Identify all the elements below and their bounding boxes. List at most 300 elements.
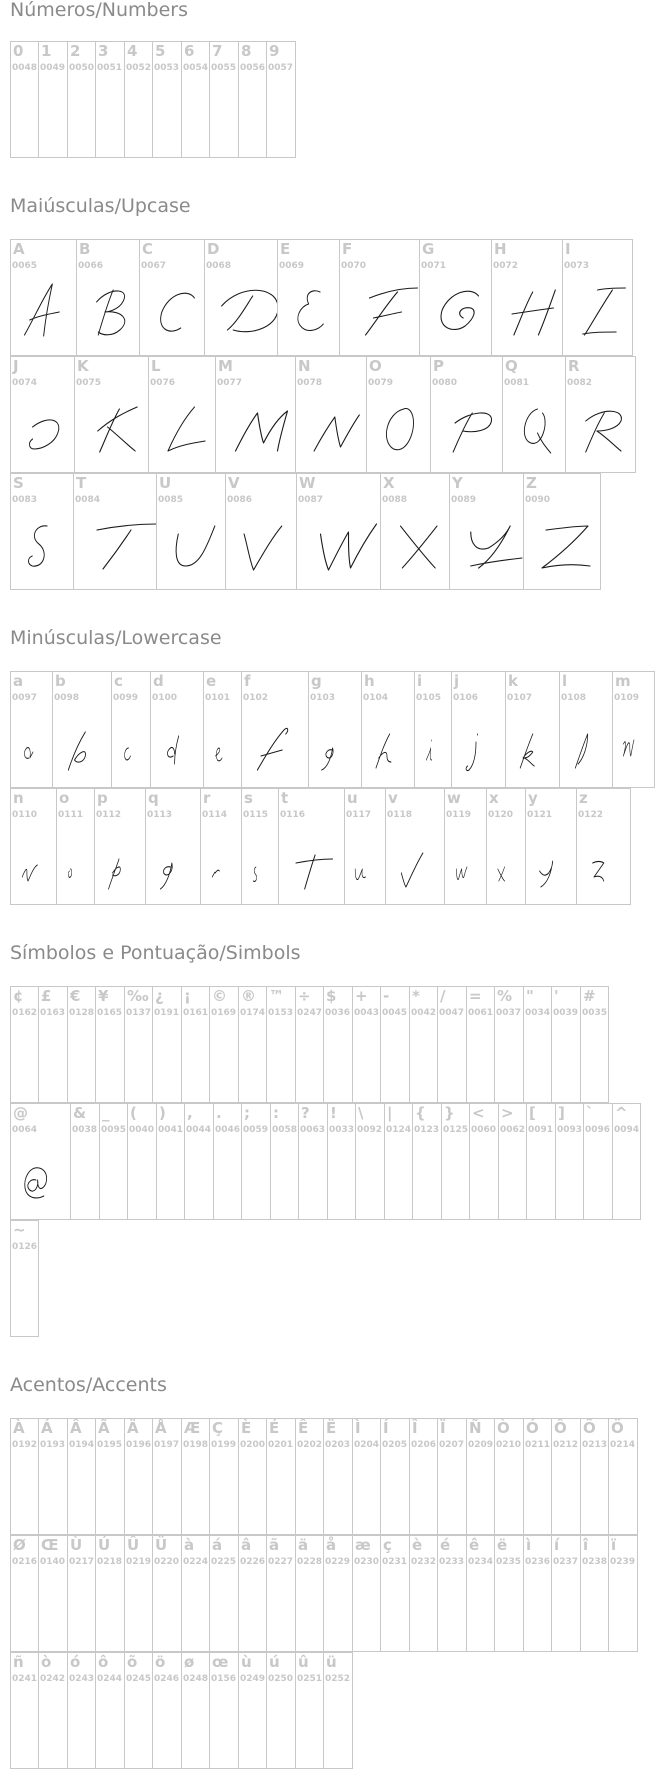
glyph-sample (151, 672, 204, 788)
glyph-cell (38, 1652, 68, 1769)
glyph-code-label: 0156 (211, 1674, 237, 1684)
glyph-code-label: 0081 (504, 378, 530, 388)
glyph-char-label: £ (41, 987, 52, 1005)
glyph-char-label: < (472, 1104, 485, 1122)
glyph-char-label: Ö (611, 1419, 624, 1437)
glyph-char-label: Ü (155, 1536, 168, 1554)
glyph-char-label: ÷ (298, 987, 311, 1005)
glyph-cell (469, 1103, 499, 1220)
glyph-cell (323, 1418, 353, 1535)
glyph-code-label: 0065 (12, 261, 38, 271)
glyph-char-label: h (364, 672, 375, 690)
glyph-code-label: 0111 (58, 810, 84, 820)
glyph-code-label: 0035 (582, 1008, 608, 1018)
glyph-char-label: A (13, 240, 25, 258)
glyph-cell (612, 671, 655, 788)
glyph-char-label: P (433, 357, 444, 375)
glyph-cell (352, 1535, 381, 1652)
glyph-cell (238, 1418, 267, 1535)
glyph-cell (150, 671, 204, 788)
glyph-code-label: 0220 (154, 1557, 180, 1567)
glyph-code-label: 0091 (528, 1125, 554, 1135)
glyph-char-label: ) (159, 1104, 166, 1122)
glyph-char-label: Œ (41, 1536, 59, 1554)
glyph-sample (345, 789, 386, 905)
glyph-code-label: 0072 (493, 261, 519, 271)
glyph-row (10, 356, 636, 473)
glyph-char-label: û (298, 1653, 309, 1671)
glyph-code-label: 0114 (202, 810, 228, 820)
glyph-char-label: ‰ (127, 987, 149, 1005)
glyph-cell (94, 788, 146, 905)
glyph-code-label: 0036 (325, 1008, 351, 1018)
glyph-cell (10, 1652, 39, 1769)
glyph-sample (340, 240, 420, 356)
glyph-char-label: 8 (241, 42, 252, 60)
glyph-char-label: ï (611, 1536, 617, 1554)
glyph-cell (361, 671, 415, 788)
glyph-char-label: ô (98, 1653, 109, 1671)
glyph-row (10, 1652, 353, 1769)
glyph-sample (452, 672, 506, 788)
glyph-code-label: 0041 (158, 1125, 184, 1135)
glyph-code-label: 0104 (363, 693, 389, 703)
glyph-code-label: 0233 (439, 1557, 465, 1567)
glyph-char-label: R (568, 357, 580, 375)
glyph-sample (11, 672, 53, 788)
glyph-cell (523, 473, 601, 590)
glyph-cell (238, 1535, 267, 1652)
glyph-cell (67, 1535, 96, 1652)
glyph-cell (209, 986, 239, 1103)
glyph-cell (238, 41, 267, 158)
glyph-cell (152, 1652, 182, 1769)
glyph-code-label: 0245 (126, 1674, 152, 1684)
glyph-char-label: , (187, 1104, 193, 1122)
glyph-code-label: 0075 (76, 378, 102, 388)
glyph-code-label: 0118 (387, 810, 413, 820)
glyph-code-label: 0038 (72, 1125, 98, 1135)
glyph-char-label: H (494, 240, 507, 258)
glyph-code-label: 0235 (496, 1557, 522, 1567)
glyph-cell (526, 1103, 556, 1220)
glyph-code-label: 0033 (329, 1125, 355, 1135)
glyph-cell (295, 1535, 324, 1652)
glyph-char-label: Ï (440, 1419, 446, 1437)
glyph-char-label: å (326, 1536, 337, 1554)
glyph-cell (181, 986, 210, 1103)
glyph-char-label: Ä (127, 1419, 139, 1437)
glyph-code-label: 0109 (614, 693, 640, 703)
glyph-char-label: O (369, 357, 382, 375)
glyph-cell (10, 1418, 39, 1535)
glyph-cell (466, 1535, 495, 1652)
glyph-char-label: w (447, 789, 461, 807)
glyph-cell (152, 986, 182, 1103)
glyph-char-label: u (347, 789, 358, 807)
glyph-code-label: 0090 (525, 495, 551, 505)
glyph-sample (11, 789, 57, 905)
glyph-code-label: 0049 (40, 63, 66, 73)
glyph-cell (124, 1418, 153, 1535)
glyph-char-label: Å (155, 1419, 167, 1437)
glyph-code-label: 0056 (240, 63, 266, 73)
glyph-cell (366, 356, 431, 473)
glyph-code-label: 0238 (582, 1557, 608, 1567)
glyph-row (10, 1535, 638, 1652)
glyph-sample (149, 357, 216, 473)
glyph-cell (127, 1103, 157, 1220)
glyph-code-label: 0064 (12, 1125, 38, 1135)
glyph-code-label: 0086 (227, 495, 253, 505)
glyph-cell (559, 671, 613, 788)
glyph-cell (580, 1535, 609, 1652)
glyph-char-label: Ë (326, 1419, 337, 1437)
glyph-cell (73, 473, 157, 590)
glyph-char-label: v (388, 789, 398, 807)
glyph-code-label: 0099 (113, 693, 139, 703)
glyph-sample (57, 789, 95, 905)
glyph-cell (277, 239, 340, 356)
glyph-sample (279, 789, 345, 905)
glyph-char-label: \ (358, 1104, 364, 1122)
glyph-char-label: Ç (212, 1419, 224, 1437)
glyph-code-label: 0117 (346, 810, 372, 820)
glyph-code-label: 0087 (298, 495, 324, 505)
glyph-code-label: 0194 (69, 1440, 95, 1450)
glyph-code-label: 0218 (97, 1557, 123, 1567)
glyph-char-label: J (13, 357, 19, 375)
glyph-char-label: Ô (554, 1419, 567, 1437)
glyph-code-label: 0082 (567, 378, 593, 388)
glyph-char-label: ¢ (13, 987, 24, 1005)
glyph-char-label: à (184, 1536, 195, 1554)
glyph-code-label: 0211 (525, 1440, 551, 1450)
glyph-char-label: M (218, 357, 233, 375)
glyph-cell (437, 1418, 467, 1535)
glyph-code-label: 0203 (325, 1440, 351, 1450)
glyph-char-label: " (526, 987, 534, 1005)
glyph-code-label: 0128 (69, 1008, 95, 1018)
glyph-char-label: Ó (526, 1419, 539, 1437)
glyph-sample (506, 672, 560, 788)
glyph-code-label: 0069 (279, 261, 305, 271)
glyph-sample (11, 474, 74, 590)
glyph-char-label: j (454, 672, 460, 690)
glyph-code-label: 0108 (561, 693, 587, 703)
glyph-char-label: Û (127, 1536, 140, 1554)
glyph-char-label: + (355, 987, 368, 1005)
glyph-char-label: a (13, 672, 24, 690)
glyph-cell (352, 1418, 381, 1535)
glyph-code-label: 0101 (205, 693, 231, 703)
glyph-code-label: 0228 (297, 1557, 323, 1567)
glyph-code-label: 0123 (414, 1125, 440, 1135)
glyph-cell (215, 356, 296, 473)
glyph-char-label: ' (554, 987, 559, 1005)
glyph-cell (124, 986, 153, 1103)
glyph-cell (385, 788, 445, 905)
glyph-cell (352, 986, 381, 1103)
glyph-code-label: 0204 (354, 1440, 380, 1450)
glyph-cell (486, 788, 526, 905)
glyph-char-label: 6 (184, 42, 195, 60)
glyph-char-label: I (565, 240, 571, 258)
glyph-cell (139, 239, 205, 356)
glyph-cell (38, 1535, 68, 1652)
glyph-char-label: ø (184, 1653, 195, 1671)
glyph-code-label: 0097 (12, 693, 38, 703)
glyph-code-label: 0037 (496, 1008, 522, 1018)
glyph-cell (580, 1418, 609, 1535)
glyph-code-label: 0212 (553, 1440, 579, 1450)
glyph-code-label: 0106 (453, 693, 479, 703)
glyph-cell (99, 1103, 128, 1220)
glyph-char-label: i (417, 672, 423, 690)
glyph-sample (524, 474, 601, 590)
glyph-code-label: 0216 (12, 1557, 38, 1567)
glyph-cell (181, 1418, 210, 1535)
glyph-char-label: 0 (13, 42, 24, 60)
glyph-code-label: 0063 (300, 1125, 326, 1135)
glyph-char-label: V (228, 474, 240, 492)
glyph-cell (152, 41, 182, 158)
glyph-char-label: ? (301, 1104, 310, 1122)
glyph-cell (491, 239, 563, 356)
glyph-cell (74, 356, 149, 473)
glyph-cell (67, 1418, 96, 1535)
glyph-cell (95, 41, 125, 158)
glyph-cell (323, 986, 353, 1103)
glyph-sample (566, 357, 636, 473)
glyph-char-label: Â (70, 1419, 82, 1437)
glyph-sample (503, 357, 566, 473)
glyph-code-label: 0236 (525, 1557, 551, 1567)
glyph-code-label: 0122 (578, 810, 604, 820)
glyph-char-label: d (153, 672, 164, 690)
glyph-row (10, 986, 609, 1103)
glyph-cell (181, 1535, 210, 1652)
glyph-char-label: y (528, 789, 538, 807)
glyph-cell (270, 1103, 299, 1220)
glyph-code-label: 0054 (183, 63, 209, 73)
glyph-code-label: 0058 (272, 1125, 298, 1135)
glyph-code-label: 0110 (12, 810, 38, 820)
glyph-sample (415, 672, 452, 788)
glyph-cell (241, 671, 309, 788)
glyph-char-label: è (412, 1536, 423, 1554)
glyph-char-label: ò (41, 1653, 52, 1671)
glyph-code-label: 0089 (451, 495, 477, 505)
section-title-symbols: Símbolos e Pontuação/Simbols (10, 942, 301, 964)
glyph-cell (124, 1535, 153, 1652)
glyph-cell (152, 1418, 182, 1535)
glyph-cell (38, 1418, 68, 1535)
glyph-char-label: À (13, 1419, 25, 1437)
glyph-char-label: ! (330, 1104, 337, 1122)
glyph-char-label: L (151, 357, 161, 375)
glyph-code-label: 0198 (183, 1440, 209, 1450)
glyph-cell (430, 356, 503, 473)
glyph-code-label: 0048 (12, 63, 38, 73)
glyph-cell (551, 1418, 581, 1535)
glyph-cell (124, 41, 153, 158)
glyph-char-label: % (497, 987, 513, 1005)
glyph-cell (67, 41, 96, 158)
glyph-char-label: î (583, 1536, 589, 1554)
glyph-code-label: 0073 (564, 261, 590, 271)
glyph-cell (555, 1103, 584, 1220)
glyph-char-label: ã (269, 1536, 280, 1554)
glyph-char-label: t (281, 789, 289, 807)
glyph-cell (10, 788, 57, 905)
glyph-code-label: 0174 (240, 1008, 266, 1018)
glyph-char-label: E (280, 240, 291, 258)
glyph-code-label: 0067 (141, 261, 167, 271)
glyph-cell (494, 1535, 524, 1652)
glyph-code-label: 0199 (211, 1440, 237, 1450)
glyph-cell (67, 986, 96, 1103)
glyph-char-label: f (244, 672, 251, 690)
glyph-cell (38, 986, 68, 1103)
glyph-row (10, 788, 631, 905)
glyph-char-label: © (212, 987, 227, 1005)
glyph-code-label: 0092 (357, 1125, 383, 1135)
glyph-cell (200, 788, 242, 905)
glyph-cell (241, 1103, 271, 1220)
glyph-code-label: 0085 (158, 495, 184, 505)
glyph-sample (297, 474, 381, 590)
glyph-cell (10, 671, 53, 788)
glyph-char-label: ä (298, 1536, 309, 1554)
glyph-sample (445, 789, 487, 905)
glyph-cell (437, 986, 467, 1103)
glyph-code-label: 0210 (496, 1440, 522, 1450)
glyph-char-label: m (615, 672, 631, 690)
glyph-code-label: 0045 (382, 1008, 408, 1018)
glyph-code-label: 0169 (211, 1008, 237, 1018)
glyph-code-label: 0219 (126, 1557, 152, 1567)
glyph-cell (308, 671, 362, 788)
glyph-char-label: F (342, 240, 353, 258)
glyph-code-label: 0095 (101, 1125, 127, 1135)
glyph-cell (502, 356, 566, 473)
glyph-row (10, 41, 296, 158)
glyph-code-label: 0098 (54, 693, 80, 703)
glyph-cell (525, 788, 577, 905)
glyph-code-label: 0124 (386, 1125, 412, 1135)
glyph-cell (380, 1418, 410, 1535)
glyph-code-label: 0076 (150, 378, 176, 388)
glyph-char-label: ¿ (155, 987, 164, 1005)
glyph-code-label: 0230 (354, 1557, 380, 1567)
glyph-cell (148, 356, 216, 473)
glyph-code-label: 0053 (154, 63, 180, 73)
glyph-code-label: 0119 (446, 810, 472, 820)
glyph-cell (494, 1418, 524, 1535)
glyph-code-label: 0200 (240, 1440, 266, 1450)
glyph-cell (409, 986, 438, 1103)
glyph-code-label: 0239 (610, 1557, 636, 1567)
glyph-sample (216, 357, 296, 473)
glyph-cell (181, 41, 210, 158)
glyph-code-label: 0226 (240, 1557, 266, 1567)
glyph-cell (209, 1418, 239, 1535)
glyph-char-label: Ò (497, 1419, 510, 1437)
glyph-code-label: 0070 (341, 261, 367, 271)
glyph-cell (562, 239, 633, 356)
glyph-cell (209, 1652, 239, 1769)
glyph-cell (10, 1220, 39, 1337)
glyph-code-label: 0040 (129, 1125, 155, 1135)
glyph-char-label: ~ (13, 1221, 26, 1239)
glyph-char-label: N (298, 357, 311, 375)
glyph-cell (576, 788, 631, 905)
glyph-code-label: 0205 (382, 1440, 408, 1450)
glyph-code-label: 0229 (325, 1557, 351, 1567)
glyph-char-label: . (216, 1104, 222, 1122)
glyph-sample (205, 240, 278, 356)
glyph-char-label: ` (586, 1104, 594, 1122)
glyph-char-label: ú (269, 1653, 280, 1671)
glyph-char-label: Ø (13, 1536, 26, 1554)
glyph-cell (204, 239, 278, 356)
glyph-code-label: 0209 (468, 1440, 494, 1450)
glyph-code-label: 0060 (471, 1125, 497, 1135)
glyph-cell (355, 1103, 385, 1220)
glyph-char-label: ™ (269, 987, 284, 1005)
glyph-cell (225, 473, 297, 590)
glyph-char-label: Î (412, 1419, 418, 1437)
glyph-code-label: 0153 (268, 1008, 294, 1018)
glyph-char-label: S (13, 474, 24, 492)
glyph-char-label: ( (130, 1104, 137, 1122)
glyph-cell (95, 1418, 125, 1535)
glyph-cell (608, 1535, 638, 1652)
glyph-char-label: X (383, 474, 395, 492)
glyph-sample (77, 240, 140, 356)
glyph-code-label: 0231 (382, 1557, 408, 1567)
glyph-char-label: Z (526, 474, 537, 492)
glyph-char-label: Á (41, 1419, 53, 1437)
glyph-code-label: 0165 (97, 1008, 123, 1018)
glyph-cell (583, 1103, 613, 1220)
glyph-sample (53, 672, 112, 788)
glyph-code-label: 0074 (12, 378, 38, 388)
glyph-code-label: 0125 (443, 1125, 469, 1135)
glyph-cell (409, 1535, 438, 1652)
glyph-sample (450, 474, 524, 590)
glyph-char-label: g (311, 672, 322, 690)
glyph-code-label: 0213 (582, 1440, 608, 1450)
glyph-char-label: / (440, 987, 446, 1005)
glyph-char-label: 2 (70, 42, 81, 60)
glyph-char-label: { (415, 1104, 426, 1122)
glyph-row (10, 1418, 638, 1535)
glyph-cell (419, 239, 492, 356)
glyph-sample (157, 474, 226, 590)
glyph-code-label: 0244 (97, 1674, 123, 1684)
glyph-cell (152, 1535, 182, 1652)
glyph-sample (563, 240, 633, 356)
glyph-char-label: Y (452, 474, 463, 492)
glyph-char-label: Q (505, 357, 518, 375)
glyph-code-label: 0050 (69, 63, 95, 73)
glyph-code-label: 0196 (126, 1440, 152, 1450)
glyph-cell (70, 1103, 100, 1220)
glyph-char-label: [ (529, 1104, 536, 1122)
glyph-cell (10, 986, 39, 1103)
